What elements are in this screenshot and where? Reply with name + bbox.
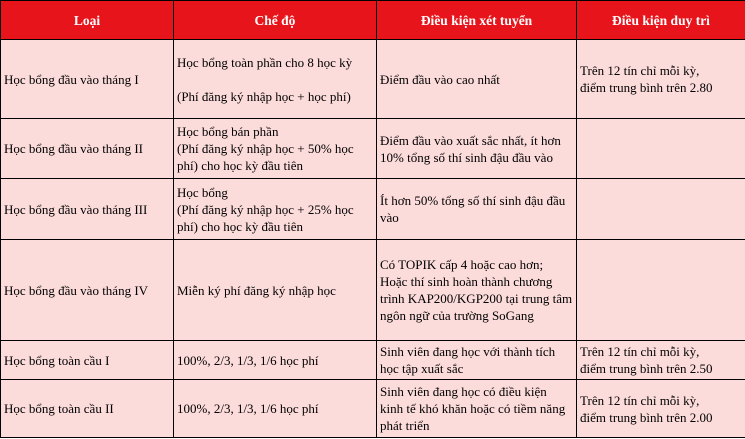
cell-admission: Sinh viên đang học với thành tích học tập xuất sắc — [377, 341, 577, 380]
header-policy: Chế độ — [174, 1, 377, 40]
cell-policy: Học bổng bán phần (Phí đăng ký nhập học + 50% học phí) cho học kỳ đầu tiên — [174, 119, 377, 179]
table-row — [1, 341, 745, 380]
table-row — [1, 119, 745, 179]
cell-type: Học bổng đầu vào tháng IV — [1, 240, 174, 341]
cell-admission: Sinh viên đang học có điều kiện kinh tế khó khăn hoặc có tiềm năng phát triển — [377, 380, 577, 438]
cell-type: Học bổng toàn cầu II — [1, 380, 174, 438]
cell-maintenance — [577, 119, 745, 179]
cell-maintenance — [577, 179, 745, 240]
cell-policy: Học bổng (Phí đăng ký nhập học + 25% học phí) cho học kỳ đầu tiên — [174, 179, 377, 240]
header-maintenance: Điều kiện duy trì — [577, 1, 745, 40]
table-row — [1, 40, 745, 119]
cell-policy: Học bổng toàn phần cho 8 học kỳ (Phí đăng ký nhập học + học phí) — [174, 40, 377, 119]
cell-type: Học bổng toàn cầu I — [1, 341, 174, 380]
cell-maintenance — [577, 240, 745, 341]
table-row — [1, 380, 745, 438]
header-row — [1, 1, 745, 40]
table-row — [1, 240, 745, 341]
cell-type: Học bổng đầu vào tháng I — [1, 40, 174, 119]
table-row — [1, 179, 745, 240]
cell-maintenance: Trên 12 tín chỉ mỗi kỳ, điểm trung bình trên 2.00 — [577, 380, 745, 438]
cell-policy: Miễn ký phí đăng ký nhập học — [174, 240, 377, 341]
cell-maintenance: Trên 12 tín chỉ mỗi kỳ, điểm trung bình trên 2.80 — [577, 40, 745, 119]
cell-admission: Có TOPIK cấp 4 hoặc cao hơn; Hoặc thí sinh hoàn thành chương trình KAP200/KGP200 tại trung tâm ngôn ngữ của trường SoGang — [377, 240, 577, 341]
header-admission: Điều kiện xét tuyển — [377, 1, 577, 40]
cell-type: Học bổng đầu vào tháng II — [1, 119, 174, 179]
cell-policy: 100%, 2/3, 1/3, 1/6 học phí — [174, 341, 377, 380]
cell-maintenance: Trên 12 tín chỉ mỗi kỳ, điểm trung bình trên 2.50 — [577, 341, 745, 380]
cell-policy: 100%, 2/3, 1/3, 1/6 học phí — [174, 380, 377, 438]
cell-admission: Ít hơn 50% tổng số thí sinh đậu đầu vào — [377, 179, 577, 240]
cell-admission: Điểm đầu vào xuất sắc nhất, ít hơn 10% tổng số thí sinh đậu đầu vào — [377, 119, 577, 179]
cell-admission: Điểm đầu vào cao nhất — [377, 40, 577, 119]
header-type: Loại — [1, 1, 174, 40]
cell-type: Học bổng đầu vào tháng III — [1, 179, 174, 240]
